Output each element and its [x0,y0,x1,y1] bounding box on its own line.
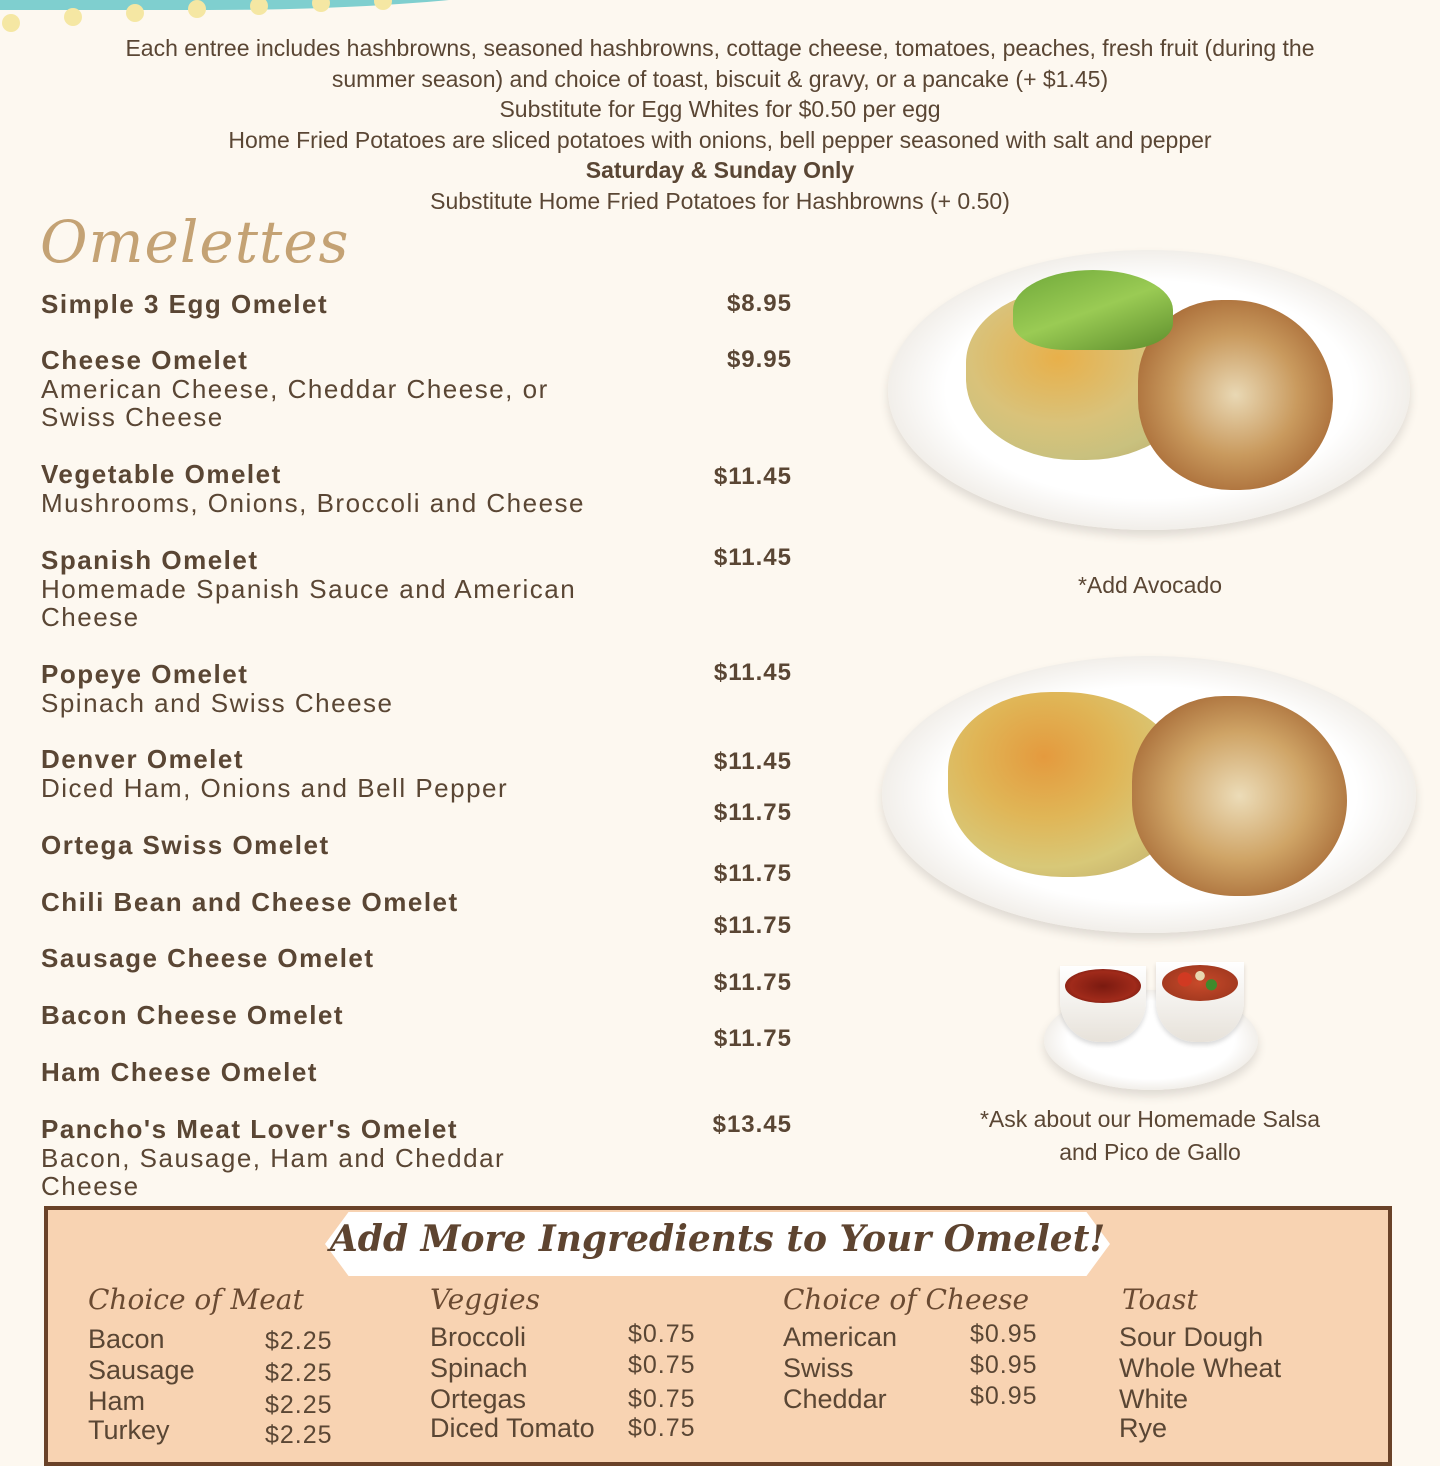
deco-dot [374,0,392,10]
item-price: $9.95 [726,346,792,373]
omelette-avocado-plate-image [888,250,1410,530]
cheese-item: Cheddar [783,1384,887,1414]
cheese-price: $0.95 [970,1320,1038,1348]
menu-item [41,944,681,973]
intro-weekend-note: Saturday & Sunday Only [585,157,855,183]
cheese-item: American [783,1322,898,1352]
toast-column-title: Toast [1122,1283,1198,1316]
deco-dot [188,0,206,18]
item-price: $11.75 [713,912,792,939]
item-name: Pancho's Meat Lover's Omelet [41,1114,459,1144]
item-name: Popeye Omelet [41,659,249,689]
item-price: $11.75 [713,969,792,996]
veggies-column-title: Veggies [430,1283,540,1316]
salsa-ramekin-image [1060,966,1146,1042]
hashbrowns [1132,696,1347,896]
menu-item [41,1115,681,1200]
meat-price: $2.25 [265,1391,333,1419]
cheese-price: $0.95 [970,1351,1038,1379]
item-name: Denver Omelet [41,744,245,774]
item-price: $11.45 [713,659,792,686]
item-description: American Cheese, Cheddar Cheese, or Swiss Cheese [41,374,549,432]
toast-item: Whole Wheat [1119,1353,1282,1383]
veggie-price: $0.75 [628,1385,696,1413]
avocado-caption: *Add Avocado [1077,572,1223,598]
meat-column-title: Choice of Meat [88,1283,304,1316]
intro-line: Each entree includes hashbrowns, seasoned hashbrowns, cottage cheese, tomatoes, peaches, fresh fruit (during the [125,35,1315,61]
menu-item [41,1001,681,1030]
deco-dot [126,4,144,22]
top-band [0,0,580,10]
salsa-caption [960,1103,1340,1169]
meat-item: Sausage [88,1355,195,1385]
item-name: Ham Cheese Omelet [41,1057,318,1087]
intro-line: summer season) and choice of toast, biscuit & gravy, or a pancake (+ $1.45) [331,65,1109,92]
menu-item [41,660,681,717]
menu-item [41,888,681,917]
section-title: Omelettes [40,208,350,276]
veggie-item: Diced Tomato [430,1413,595,1443]
deco-dot [2,14,20,32]
item-name: Spanish Omelet [41,545,259,575]
meat-price: $2.25 [265,1359,333,1387]
item-price: $11.45 [713,544,792,571]
veggie-price: $0.75 [628,1351,696,1379]
cheese-column-title: Choice of Cheese [783,1283,1030,1316]
pico-ramekin-image [1156,962,1244,1042]
menu-item [41,1058,681,1087]
deco-dot [312,0,330,12]
item-name: Ortega Swiss Omelet [41,830,330,860]
item-price: $8.95 [726,290,792,317]
meat-price: $2.25 [265,1421,333,1449]
addons-banner-title: Add More Ingredients to Your Omelet! [329,1218,1106,1260]
meat-item: Turkey [88,1415,170,1445]
item-price: $11.45 [713,463,792,490]
item-name: Vegetable Omelet [41,459,282,489]
salsa [1065,969,1141,1003]
omelette-plate-image [882,656,1416,933]
veggie-item: Ortegas [430,1384,527,1414]
salsa-caption-line: and Pico de Gallo [1059,1139,1241,1165]
item-name: Chili Bean and Cheese Omelet [41,887,459,917]
item-description: Spinach and Swiss Cheese [41,688,394,718]
toast-item: White [1119,1384,1189,1414]
meat-item: Bacon [88,1324,165,1354]
deco-dot [64,8,82,26]
menu-item [41,831,681,860]
item-description: Diced Ham, Onions and Bell Pepper [41,773,509,803]
salsa-caption-line: *Ask about our Homemade Salsa [979,1106,1321,1132]
intro-line: Substitute for Egg Whites for $0.50 per egg [499,96,941,122]
veggie-item: Broccoli [430,1322,527,1352]
deco-dot [250,0,268,15]
item-name: Bacon Cheese Omelet [41,1000,345,1030]
item-name: Sausage Cheese Omelet [41,943,375,973]
intro-line: Substitute Home Fried Potatoes for Hashbrowns (+ 0.50) [430,187,1010,214]
cheese-price: $0.95 [970,1382,1038,1410]
toast-item: Sour Dough [1119,1322,1264,1352]
menu-item [41,745,681,802]
item-description: Homemade Spanish Sauce and American Cheese [41,574,577,632]
toast-item: Rye [1119,1413,1168,1443]
item-price: $11.75 [713,799,792,826]
cheese-item: Swiss [783,1353,854,1383]
veggie-price: $0.75 [628,1414,696,1442]
avocado-slices [1013,270,1173,350]
item-name: Simple 3 Egg Omelet [41,289,329,319]
menu-item [41,346,681,431]
veggie-price: $0.75 [628,1320,696,1348]
veggie-item: Spinach [430,1353,528,1383]
item-price: $11.75 [713,1025,792,1052]
intro-line: Home Fried Potatoes are sliced potatoes with onions, bell pepper seasoned with salt and pepper [228,126,1212,153]
item-price: $11.75 [713,860,792,887]
meat-price: $2.25 [265,1327,333,1355]
menu-intro [30,33,1410,216]
menu-item [41,460,681,517]
menu-item [41,546,681,631]
menu-item [41,290,681,319]
item-description: Bacon, Sausage, Ham and Cheddar Cheese [41,1143,506,1201]
item-name: Cheese Omelet [41,345,249,375]
item-price: $13.45 [712,1111,792,1138]
pico-de-gallo [1162,965,1238,1001]
item-price: $11.45 [713,748,792,775]
item-description: Mushrooms, Onions, Broccoli and Cheese [41,488,586,518]
meat-item: Ham [88,1386,146,1416]
